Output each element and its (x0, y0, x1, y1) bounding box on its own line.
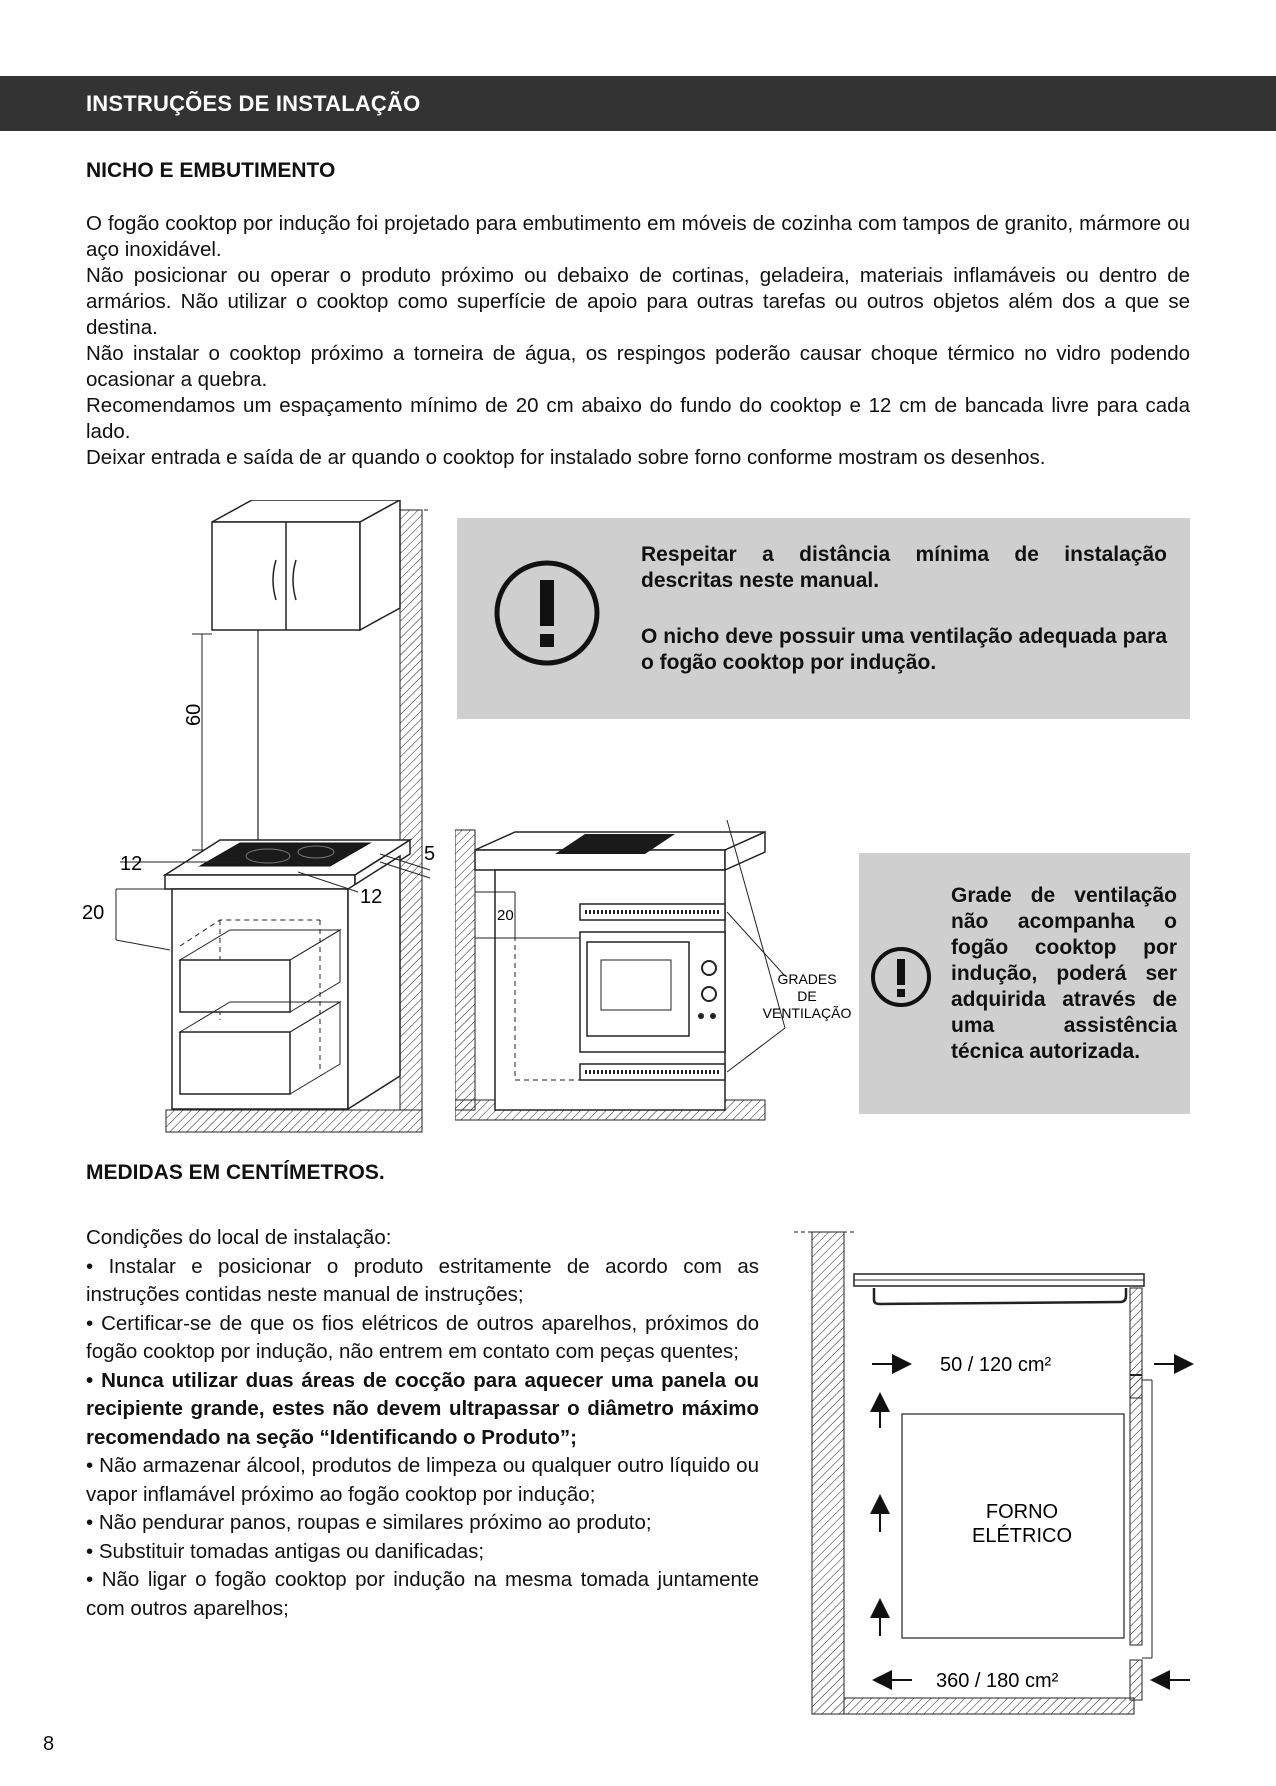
intro-paragraph: Não instalar o cooktop próximo a torneira de água, os respingos poderão causar choque térmico no vidro podendo ocasionar a quebra. (86, 342, 1190, 391)
dimension-12-right: 12 (360, 886, 383, 908)
dimension-20-oven: 20 (497, 907, 514, 924)
section-header-bar (0, 76, 1276, 131)
oven-label-line1: FORNO (985, 1501, 1059, 1523)
warning-text-distance: Respeitar a distância mínima de instalação descritas neste manual. (641, 543, 1167, 592)
section-header-title: INSTRUÇÕES DE INSTALAÇÃO (86, 91, 421, 116)
installation-diagram-oven (455, 820, 865, 1140)
measures-note: MEDIDAS EM CENTÍMETROS. (86, 1161, 385, 1184)
vent-label-line1: GRADES (777, 971, 837, 987)
intro-paragraph: Recomendamos um espaçamento mínimo de 20 cm abaixo do fundo do cooktop e 12 cm de bancada livre para cada lado. (86, 394, 1190, 443)
section-title: NICHO E EMBUTIMENTO (86, 159, 336, 182)
condition-item: • Não pendurar panos, roupas e similares próximo ao produto; (86, 1511, 652, 1534)
condition-item: • Substituir tomadas antigas ou danificadas; (86, 1539, 485, 1563)
exclamation-icon (869, 945, 933, 1009)
dimension-60: 60 (183, 703, 205, 726)
intro-paragraph: Deixar entrada e saída de ar quando o cooktop for instalado sobre forno conforme mostram os desenhos. (86, 446, 1046, 469)
intro-text (86, 211, 1190, 471)
dimension-5: 5 (424, 843, 436, 865)
dimension-12-left: 12 (120, 853, 143, 875)
warning-box-distance (457, 518, 1190, 719)
condition-item: • Instalar e posicionar o produto estritamente de acordo com as instruções contidas neste manual de instruções; (86, 1254, 759, 1306)
installation-diagram-cabinet (80, 500, 460, 1160)
oven-label-line2: ELÉTRICO (971, 1525, 1073, 1547)
bottom-air-area: 360 / 180 cm² (936, 1670, 1059, 1692)
airflow-section-diagram (790, 1228, 1200, 1718)
condition-item-warning: • Nunca utilizar duas áreas de cocção para aquecer uma panela ou recipiente grande, estes não devem ultrapassar o diâmetro máximo recomendado na seção “Identificando o Produto”; (86, 1368, 759, 1449)
vent-label-line3: VENTILAÇÃO (762, 1005, 852, 1021)
condition-item: • Não ligar o fogão cooktop por indução na mesma tomada juntamente com outros aparelhos; (86, 1568, 759, 1620)
warning-text-ventilation: O nicho deve possuir uma ventilação adequada para o fogão cooktop por indução. (641, 625, 1167, 674)
dimension-20: 20 (82, 902, 105, 924)
vent-label-line2: DE (797, 988, 817, 1004)
condition-item: • Não armazenar álcool, produtos de limpeza ou qualquer outro líquido ou vapor inflamável próximo ao fogão cooktop por indução; (86, 1454, 759, 1506)
warning-text-vent-grille: Grade de ventilação não acompanha o fogão cooktop por indução, poderá ser adquirida através de uma assistência técnica autorizada. (951, 884, 1177, 1063)
page-number: 8 (43, 1733, 55, 1755)
installation-conditions (86, 1224, 759, 1623)
condition-item: • Certificar-se de que os fios elétricos de outros aparelhos, próximos do fogão cooktop por indução, não entrem em contato com peças quentes; (86, 1311, 759, 1363)
top-air-area: 50 / 120 cm² (940, 1354, 1052, 1376)
intro-paragraph: Não posicionar ou operar o produto próximo ou debaixo de cortinas, geladeira, materiais inflamáveis ou dentro de armários. Não utilizar o cooktop como superfície de apoio para outras tarefas ou outros objetos além dos a que se destina. (86, 264, 1190, 339)
conditions-heading: Condições do local de instalação: (86, 1226, 392, 1249)
exclamation-icon (492, 558, 602, 668)
warning-box-vent-grille (859, 853, 1190, 1114)
intro-paragraph: O fogão cooktop por indução foi projetado para embutimento em móveis de cozinha com tampos de granito, mármore ou aço inoxidável. (86, 212, 1190, 261)
